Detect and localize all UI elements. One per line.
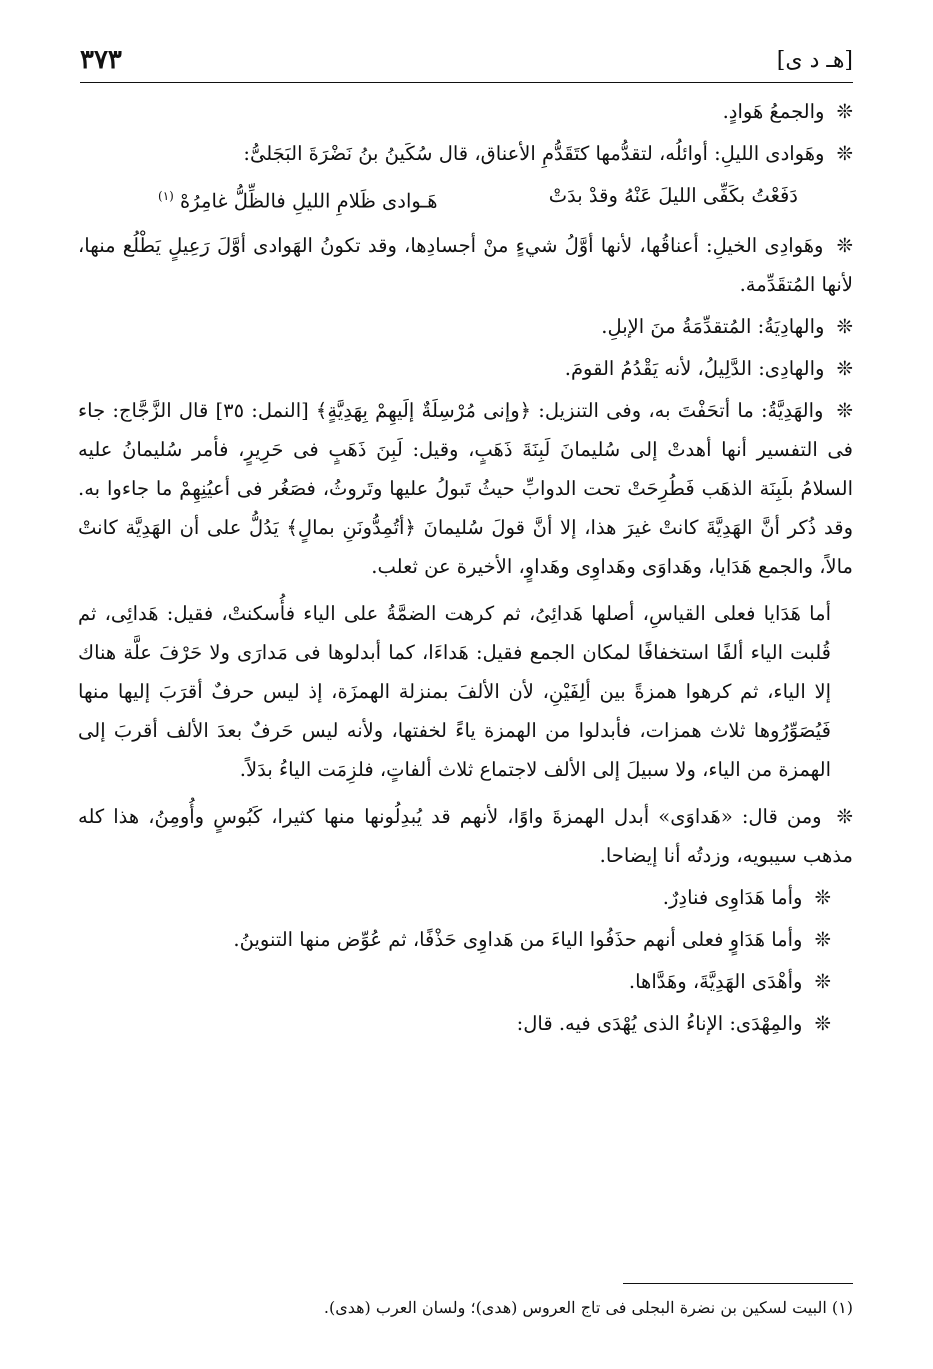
star-marker-icon: ❊ — [836, 804, 853, 828]
star-marker-icon: ❊ — [814, 885, 831, 909]
star-marker-icon: ❊ — [814, 969, 831, 993]
entry-text: أما هَدَايا فعلى القياسِ، أصلها هَدائِىُ، ثم كرهت الضمَّةُ على الياء فأُسكنتْ، فقيل: هَدائِى، ثم قُلبت الياء ألفًا استخفافًا لمكان الجمع فقيل: هَداءَا، كما أبدلوها فى مَدارَى ولا حَرْفَ علَّة هناك إلا الياء، ثم كرهوا همزةً بين ألِفَيْنِ، لأن الألفَ بمنزلة الهمزَة، إذ ليس حرفٌ أقرَبَ إليها منها فَيُصَوِّرُوها ثلاث همزات، فأبدلوا من الهمزة ياءً لخفتها، ولأنه ليس حَرفٌ بعدَ الألف أقربَ إلى الهمزة من الياء، ولا سبيلَ إلى الألف لاجتماع ثلاث ألفاتٍ، فلزِمَت الياءُ بدَلاً. — [78, 601, 831, 781]
star-marker-icon: ❊ — [836, 356, 853, 380]
page-body — [78, 92, 853, 1046]
entry-paragraph — [78, 920, 853, 959]
entry-paragraph — [78, 391, 853, 586]
entry-text: والهَدِيَّةُ: ما أتحَفْتَ به، وفى التنزيل: ﴿وإنى مُرْسِلَةٌ إلَيهِمْ بِهَدِيَّةٍ﴾ [النمل: ٣٥] قال الزَّجَّاج: جاء فى التفسير أنها أهدتْ إلى سُليمانَ لَبِنَةَ ذَهَبٍ، وقيل: لَبِنَ ذَهَبٍ فى حَرِيرٍ، فأمر سُليمانُ عليه السلامُ بلَبِنَة الذهَب فَطُرِحَتْ تحت الدوابِّ حيثُ تَبولُ عليها وتَروثُ، فصَغُر فى أعيُنِهِمْ ما جاءوا به. وقد ذُكر أنَّ الهَدِيَّةَ كانتْ غيرَ هذا، إلا أنَّ قولَ سُليمانَ ﴿أتُمِدُّونَنِ بمالٍ﴾ يَدُلُّ على أن الهَدِيَّة كانتْ مالاً، والجمع هَدَايا، وهَداوَى وهَداوِى وهَداوٍ، الأخيرة عن ثعلب. — [78, 398, 853, 578]
header-divider — [80, 82, 853, 83]
footnote: (١) البيت لسكين بن نضرة البجلى فى تاج العروس (هدى)؛ ولسان العرب (هدى). — [323, 1298, 853, 1317]
star-marker-icon: ❊ — [814, 927, 831, 951]
footnote-reference: (١) — [158, 189, 174, 203]
star-marker-icon: ❊ — [836, 142, 853, 165]
footnote-divider — [623, 1283, 853, 1284]
header-root-letters: [هـ د ى] — [776, 47, 853, 73]
entry-text: وأما هَدَاوٍ فعلى أنهم حذَفُوا الياءَ من هَداوِى حَذْفًا، ثم عُوِّض منها التنوينُ. — [233, 927, 803, 951]
entry-paragraph — [78, 878, 853, 917]
entry-text: والهادِى: الدَّلِيلُ، لأنه يَقْدُمُ القومَ. — [564, 356, 825, 380]
entry-text: وهَوادى الليلِ: أوائلُه، لتقدُّمها كتَقَدُّمِ الأعناق، قال سُكَينُ بنُ نَضْرَةَ البَجَلىُّ: — [243, 142, 825, 165]
page-header — [80, 40, 853, 80]
entry-paragraph — [78, 1004, 853, 1043]
entry-text: وأهْدَى الهَدِيَّةَ، وهَدَّاها. — [628, 969, 803, 993]
entry-text: وهَوادِى الخيلِ: أعناقُها، لأنها أوَّلُ شيءٍ منْ أجسادِها، وقد تكونُ الهَوادى أوَّلَ رَعِيلٍ يَطْلُع منها، لأنها المُتقَدِّمة. — [78, 233, 853, 296]
star-marker-icon: ❊ — [836, 233, 853, 257]
entry-paragraph — [78, 226, 853, 304]
entry-paragraph — [78, 962, 853, 1001]
entry-paragraph — [78, 92, 853, 131]
star-marker-icon: ❊ — [836, 398, 853, 422]
entry-paragraph — [78, 594, 853, 789]
entry-paragraph — [78, 797, 853, 875]
star-marker-icon: ❊ — [814, 1011, 831, 1035]
verse-second-hemistich: هَـوادى ظَلامِ الليلِ فالظِّلُّ غامِرُهْ $^{(١)}$ — [158, 189, 438, 213]
entry-text: والمِهْدَى: الإناءُ الذى يُهْدَى فيه. قال: — [516, 1011, 803, 1035]
entry-text: وأما هَدَاوِى فنادِرٌ. — [662, 885, 803, 909]
entry-text: ومن قال: «هَداوَى» أبدل الهمزةَ واوًا، لأنهم قد يُبدِلُونها منها كثيرا، كَبُوسٍ وأُومِنُ، هذا كله مذهب سيبويه، وزدتُه أنا إيضاحا. — [78, 804, 853, 867]
entry-paragraph — [78, 134, 853, 173]
entry-paragraph — [78, 349, 853, 388]
star-marker-icon: ❊ — [836, 100, 853, 123]
star-marker-icon: ❊ — [836, 314, 853, 338]
entry-paragraph — [78, 307, 853, 346]
page-number: ٣٧٣ — [80, 45, 122, 75]
verse-first-hemistich: دَفَعْتُ بكَفِّى الليلَ عَنْهُ وقدْ بدَتْ — [548, 184, 798, 207]
entry-text: والجمعُ هَوادٍ. — [722, 100, 825, 123]
poetry-verse — [78, 176, 853, 222]
entry-text: والهادِيَةُ: المُتقدِّمَةُ منَ الإبلِ. — [601, 314, 825, 338]
